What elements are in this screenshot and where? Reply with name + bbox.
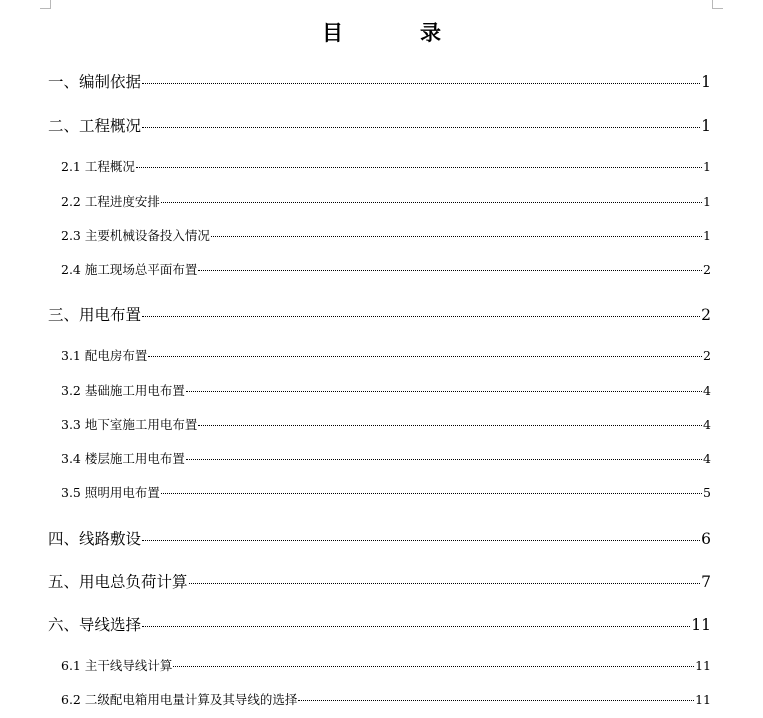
toc-entry-page-number: 2 <box>703 348 711 363</box>
dot-leader <box>186 391 702 392</box>
toc-entry-page-number: 7 <box>701 573 711 591</box>
toc-entry[interactable] <box>61 656 711 674</box>
dot-leader <box>189 583 701 584</box>
dot-leader <box>198 425 702 426</box>
toc-entry[interactable] <box>48 70 711 92</box>
toc-entry-label: 2.4 施工现场总平面布置 <box>61 262 198 277</box>
dot-leader <box>142 540 700 541</box>
toc-entry[interactable] <box>61 260 711 278</box>
toc-entry[interactable] <box>61 157 711 175</box>
toc-entry-label: 2.2 工程进度安排 <box>61 194 160 209</box>
toc-entry-page-number: 1 <box>703 228 711 243</box>
toc-entry-label: 一、编制依据 <box>48 73 142 91</box>
toc-entry[interactable] <box>48 303 711 325</box>
dot-leader <box>186 459 702 460</box>
toc-entry-label: 6.2 二级配电箱用电量计算及其导线的选择 <box>61 692 298 707</box>
toc-entry-label: 二、工程概况 <box>48 117 142 135</box>
toc-entry-label: 四、线路敷设 <box>48 530 142 548</box>
dot-leader <box>136 167 702 168</box>
dot-leader <box>211 236 702 237</box>
toc-entry-page-number: 5 <box>703 485 711 500</box>
dot-leader <box>198 270 702 271</box>
toc-entry[interactable] <box>61 415 711 433</box>
toc-entry[interactable] <box>48 570 711 592</box>
toc-entry-label: 6.1 主干线导线计算 <box>61 658 173 673</box>
toc-entry-label: 3.1 配电房布置 <box>61 348 148 363</box>
toc-title: 目 录 <box>322 20 469 45</box>
toc-entry-label: 3.5 照明用电布置 <box>61 485 160 500</box>
toc-entry-page-number: 1 <box>703 159 711 174</box>
toc-entry-page-number: 1 <box>701 73 711 91</box>
dot-leader <box>142 316 700 317</box>
toc-entry-label: 2.3 主要机械设备投入情况 <box>61 228 210 243</box>
toc-entry[interactable] <box>61 690 711 708</box>
toc-entry[interactable] <box>61 483 711 501</box>
toc-entry-page-number: 2 <box>701 306 711 324</box>
toc-entry[interactable] <box>61 226 711 244</box>
page-corner-mark-right <box>712 0 723 9</box>
toc-entry-page-number: 11 <box>695 658 711 673</box>
toc-entry[interactable] <box>48 527 711 549</box>
toc-entry[interactable] <box>61 381 711 399</box>
toc-entry-page-number: 11 <box>691 616 711 634</box>
toc-entry-label: 3.2 基础施工用电布置 <box>61 383 185 398</box>
toc-entry-label: 2.1 工程概况 <box>61 159 135 174</box>
dot-leader <box>142 626 690 627</box>
toc-entry-page-number: 1 <box>703 194 711 209</box>
toc-entry-page-number: 6 <box>701 530 711 548</box>
dot-leader <box>161 202 702 203</box>
toc-entry-page-number: 4 <box>703 451 711 466</box>
toc-entry[interactable] <box>48 613 711 635</box>
toc-entry-label: 三、用电布置 <box>48 306 142 324</box>
dot-leader <box>142 127 700 128</box>
dot-leader <box>173 666 694 667</box>
toc-entry-page-number: 4 <box>703 417 711 432</box>
toc-entry-page-number: 11 <box>695 692 711 707</box>
toc-entry-label: 六、导线选择 <box>48 616 142 634</box>
dot-leader <box>142 83 700 84</box>
toc-entry-label: 3.3 地下室施工用电布置 <box>61 417 198 432</box>
toc-entry[interactable] <box>48 114 711 136</box>
toc-entry-page-number: 2 <box>703 262 711 277</box>
toc-entry-page-number: 4 <box>703 383 711 398</box>
toc-entry[interactable] <box>61 346 711 364</box>
dot-leader <box>161 493 702 494</box>
toc-entry-label: 3.4 楼层施工用电布置 <box>61 451 185 466</box>
toc-entry-page-number: 1 <box>701 117 711 135</box>
dot-leader <box>298 700 694 701</box>
toc-entry-label: 五、用电总负荷计算 <box>48 573 188 591</box>
dot-leader <box>148 356 702 357</box>
page-corner-mark-left <box>40 0 51 9</box>
toc-entry[interactable] <box>61 192 711 210</box>
toc-entry[interactable] <box>61 449 711 467</box>
